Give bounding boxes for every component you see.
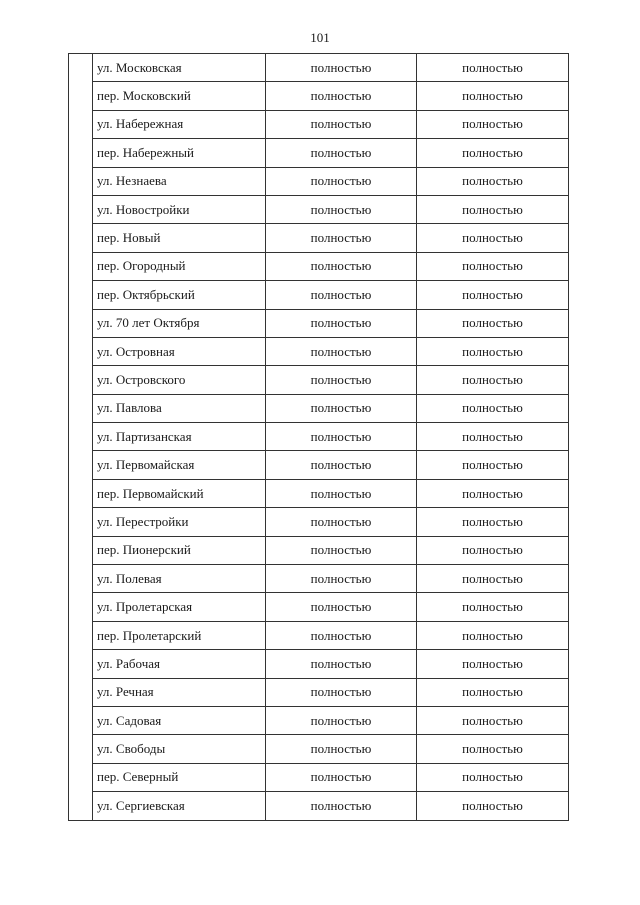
street-name-cell: ул. Партизанская bbox=[93, 423, 266, 451]
coverage-cell: полностью bbox=[266, 621, 417, 649]
coverage-cell: полностью bbox=[266, 763, 417, 791]
row-margin-cell bbox=[69, 650, 93, 678]
coverage-cell: полностью bbox=[417, 650, 569, 678]
coverage-cell: полностью bbox=[266, 593, 417, 621]
coverage-cell: полностью bbox=[266, 678, 417, 706]
coverage-cell: полностью bbox=[417, 763, 569, 791]
coverage-cell: полностью bbox=[417, 451, 569, 479]
coverage-cell: полностью bbox=[266, 54, 417, 82]
coverage-cell: полностью bbox=[266, 337, 417, 365]
row-margin-cell bbox=[69, 593, 93, 621]
street-name-cell: ул. Островная bbox=[93, 337, 266, 365]
coverage-cell: полностью bbox=[266, 195, 417, 223]
coverage-cell: полностью bbox=[266, 423, 417, 451]
street-name-cell: пер. Северный bbox=[93, 763, 266, 791]
coverage-cell: полностью bbox=[266, 792, 417, 820]
coverage-cell: полностью bbox=[266, 565, 417, 593]
coverage-cell: полностью bbox=[417, 678, 569, 706]
coverage-cell: полностью bbox=[417, 82, 569, 110]
table-row bbox=[69, 706, 569, 734]
streets-table bbox=[68, 53, 569, 821]
coverage-cell: полностью bbox=[417, 621, 569, 649]
table-row bbox=[69, 565, 569, 593]
row-margin-cell bbox=[69, 621, 93, 649]
street-name-cell: ул. Островского bbox=[93, 366, 266, 394]
street-name-cell: ул. Перестройки bbox=[93, 508, 266, 536]
table-row bbox=[69, 593, 569, 621]
coverage-cell: полностью bbox=[417, 309, 569, 337]
street-name-cell: ул. Московская bbox=[93, 54, 266, 82]
row-margin-cell bbox=[69, 337, 93, 365]
coverage-cell: полностью bbox=[266, 139, 417, 167]
table-row bbox=[69, 792, 569, 820]
row-margin-cell bbox=[69, 82, 93, 110]
coverage-cell: полностью bbox=[266, 394, 417, 422]
coverage-cell: полностью bbox=[266, 167, 417, 195]
coverage-cell: полностью bbox=[266, 281, 417, 309]
street-name-cell: ул. Свободы bbox=[93, 735, 266, 763]
coverage-cell: полностью bbox=[417, 706, 569, 734]
coverage-cell: полностью bbox=[417, 565, 569, 593]
street-name-cell: пер. Московский bbox=[93, 82, 266, 110]
coverage-cell: полностью bbox=[417, 735, 569, 763]
street-name-cell: ул. 70 лет Октября bbox=[93, 309, 266, 337]
coverage-cell: полностью bbox=[266, 110, 417, 138]
row-margin-cell bbox=[69, 479, 93, 507]
coverage-cell: полностью bbox=[417, 167, 569, 195]
coverage-cell: полностью bbox=[266, 366, 417, 394]
row-margin-cell bbox=[69, 110, 93, 138]
street-name-cell: пер. Набережный bbox=[93, 139, 266, 167]
coverage-cell: полностью bbox=[417, 139, 569, 167]
table-row bbox=[69, 195, 569, 223]
coverage-cell: полностью bbox=[417, 479, 569, 507]
street-name-cell: ул. Сергиевская bbox=[93, 792, 266, 820]
table-row bbox=[69, 281, 569, 309]
street-name-cell: ул. Незнаева bbox=[93, 167, 266, 195]
row-margin-cell bbox=[69, 792, 93, 820]
street-name-cell: ул. Павлова bbox=[93, 394, 266, 422]
coverage-cell: полностью bbox=[266, 451, 417, 479]
row-margin-cell bbox=[69, 423, 93, 451]
coverage-cell: полностью bbox=[417, 281, 569, 309]
street-name-cell: ул. Садовая bbox=[93, 706, 266, 734]
streets-table-body bbox=[69, 54, 569, 821]
coverage-cell: полностью bbox=[417, 195, 569, 223]
coverage-cell: полностью bbox=[266, 82, 417, 110]
table-row bbox=[69, 451, 569, 479]
table-row bbox=[69, 508, 569, 536]
table-row bbox=[69, 224, 569, 252]
page-number: 101 bbox=[310, 30, 330, 45]
coverage-cell: полностью bbox=[266, 735, 417, 763]
row-margin-cell bbox=[69, 763, 93, 791]
coverage-cell: полностью bbox=[417, 224, 569, 252]
table-row bbox=[69, 337, 569, 365]
coverage-cell: полностью bbox=[266, 650, 417, 678]
row-margin-cell bbox=[69, 678, 93, 706]
street-name-cell: пер. Новый bbox=[93, 224, 266, 252]
street-name-cell: ул. Рабочая bbox=[93, 650, 266, 678]
table-row bbox=[69, 394, 569, 422]
street-name-cell: пер. Октябрьский bbox=[93, 281, 266, 309]
table-row bbox=[69, 252, 569, 280]
row-margin-cell bbox=[69, 252, 93, 280]
coverage-cell: полностью bbox=[417, 792, 569, 820]
street-name-cell: пер. Огородный bbox=[93, 252, 266, 280]
table-row bbox=[69, 167, 569, 195]
row-margin-cell bbox=[69, 54, 93, 82]
street-name-cell: ул. Полевая bbox=[93, 565, 266, 593]
table-row bbox=[69, 366, 569, 394]
row-margin-cell bbox=[69, 195, 93, 223]
coverage-cell: полностью bbox=[266, 309, 417, 337]
coverage-cell: полностью bbox=[266, 224, 417, 252]
coverage-cell: полностью bbox=[417, 252, 569, 280]
coverage-cell: полностью bbox=[417, 110, 569, 138]
row-margin-cell bbox=[69, 167, 93, 195]
coverage-cell: полностью bbox=[266, 706, 417, 734]
table-row bbox=[69, 139, 569, 167]
row-margin-cell bbox=[69, 309, 93, 337]
table-row bbox=[69, 621, 569, 649]
row-margin-cell bbox=[69, 451, 93, 479]
coverage-cell: полностью bbox=[417, 536, 569, 564]
coverage-cell: полностью bbox=[266, 252, 417, 280]
row-margin-cell bbox=[69, 735, 93, 763]
street-name-cell: пер. Пионерский bbox=[93, 536, 266, 564]
street-name-cell: пер. Первомайский bbox=[93, 479, 266, 507]
table-row bbox=[69, 110, 569, 138]
coverage-cell: полностью bbox=[417, 394, 569, 422]
row-margin-cell bbox=[69, 366, 93, 394]
coverage-cell: полностью bbox=[266, 479, 417, 507]
row-margin-cell bbox=[69, 139, 93, 167]
table-row bbox=[69, 54, 569, 82]
row-margin-cell bbox=[69, 281, 93, 309]
coverage-cell: полностью bbox=[417, 54, 569, 82]
table-row bbox=[69, 536, 569, 564]
row-margin-cell bbox=[69, 536, 93, 564]
coverage-cell: полностью bbox=[417, 337, 569, 365]
street-name-cell: пер. Пролетарский bbox=[93, 621, 266, 649]
row-margin-cell bbox=[69, 706, 93, 734]
coverage-cell: полностью bbox=[417, 593, 569, 621]
row-margin-cell bbox=[69, 224, 93, 252]
row-margin-cell bbox=[69, 394, 93, 422]
table-row bbox=[69, 650, 569, 678]
table-row bbox=[69, 479, 569, 507]
street-name-cell: ул. Новостройки bbox=[93, 195, 266, 223]
row-margin-cell bbox=[69, 565, 93, 593]
street-name-cell: ул. Пролетарская bbox=[93, 593, 266, 621]
row-margin-cell bbox=[69, 508, 93, 536]
table-row bbox=[69, 309, 569, 337]
table-row bbox=[69, 423, 569, 451]
street-name-cell: ул. Первомайская bbox=[93, 451, 266, 479]
coverage-cell: полностью bbox=[417, 423, 569, 451]
coverage-cell: полностью bbox=[417, 366, 569, 394]
coverage-cell: полностью bbox=[417, 508, 569, 536]
street-name-cell: ул. Речная bbox=[93, 678, 266, 706]
table-row bbox=[69, 678, 569, 706]
coverage-cell: полностью bbox=[266, 508, 417, 536]
coverage-cell: полностью bbox=[266, 536, 417, 564]
table-row bbox=[69, 735, 569, 763]
street-name-cell: ул. Набережная bbox=[93, 110, 266, 138]
table-row bbox=[69, 82, 569, 110]
table-row bbox=[69, 763, 569, 791]
